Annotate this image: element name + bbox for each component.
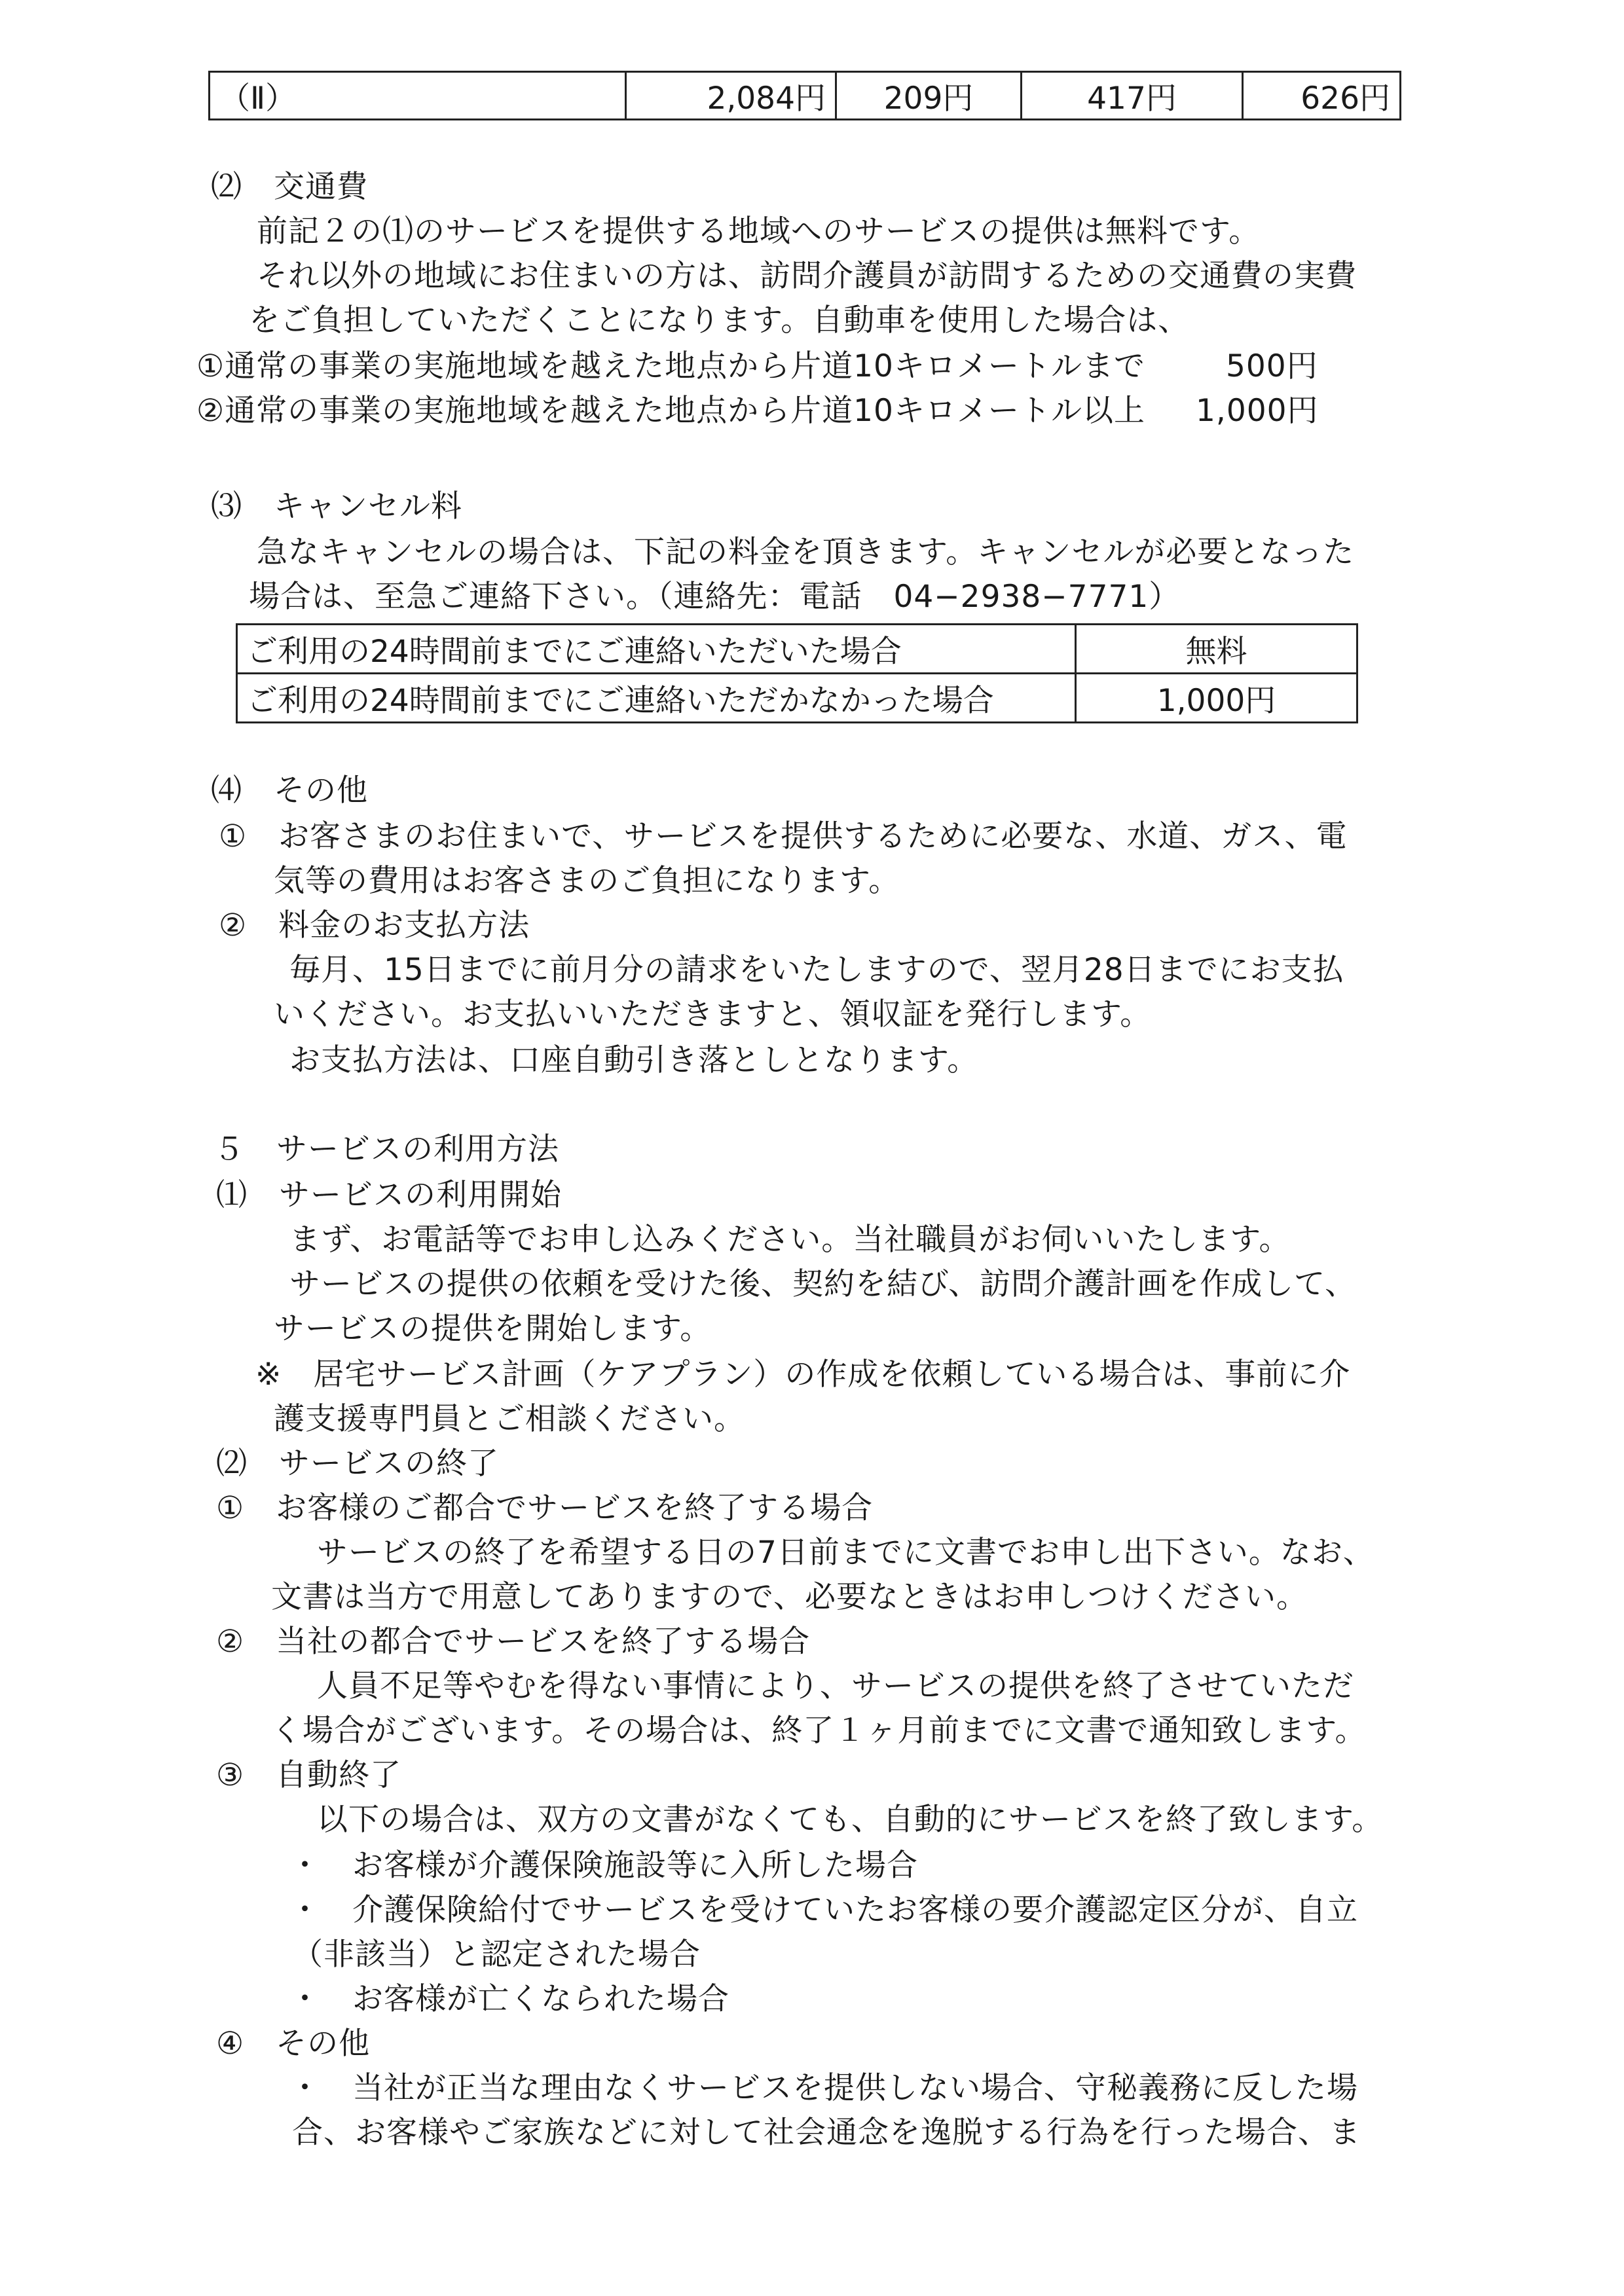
section5-line: サービスの提供の依頼を受けた後、契約を結び、訪問介護計画を作成して、 xyxy=(289,1266,1357,1302)
section5-line: 以下の場合は、双方の文書がなくても、自動的にサービスを終了致します。 xyxy=(317,1802,1384,1838)
fee-share-2-cell: 417円 xyxy=(1022,72,1243,120)
section5-line: ② 当社の都合でサービスを終了する場合 xyxy=(216,1624,811,1660)
section5-line: ・ 介護保険給付でサービスを受けていたお客様の要介護認定区分が、自立 xyxy=(289,1892,1358,1928)
table-row xyxy=(237,674,1357,723)
transport-heading: ⑵ 交通費 xyxy=(211,169,368,205)
fee-share-3-cell: 626円 xyxy=(1243,72,1401,120)
other-line: お支払方法は、口座自動引き落としとなります。 xyxy=(289,1042,979,1078)
other-line: 毎月、15日までに前月分の請求をいたしますので、翌月28日までにお支払 xyxy=(289,952,1344,988)
section5-line: サービスの提供を開始します。 xyxy=(274,1311,712,1347)
cancel-heading: ⑶ キャンセル料 xyxy=(211,488,462,524)
transport-line: ②通常の事業の実施地域を越えた地点から片道10キロメートル以上 xyxy=(196,393,1145,429)
transport-line: をご負担していただくことになります。自動車を使用した場合は、 xyxy=(249,302,1190,338)
transport-price: 1,000円 xyxy=(1196,393,1319,429)
section5-line: ※ 居宅サービス計画（ケアプラン）の作成を依頼している場合は、事前に介 xyxy=(255,1357,1351,1393)
cancel-fee-cell: 1,000円 xyxy=(1076,674,1357,723)
transport-line: ①通常の事業の実施地域を越えた地点から片道10キロメートルまで xyxy=(196,348,1145,384)
section5-line: 文書は当方で用意してありますので、必要なときはお申しつけください。 xyxy=(271,1579,1308,1615)
section5-line: ⑴ サービスの利用開始 xyxy=(216,1177,562,1213)
other-line: ② 料金のお支払方法 xyxy=(219,907,530,943)
section5-line: サービスの終了を希望する日の7日前までに文書でお申し出下さい。なお、 xyxy=(317,1535,1375,1571)
transport-price: 500円 xyxy=(1226,348,1318,384)
section5-line: ・ お客様が介護保険施設等に入所した場合 xyxy=(289,1848,918,1884)
fee-total-cell: 2,084円 xyxy=(626,72,836,120)
transport-line: それ以外の地域にお住まいの方は、訪問介護員が訪問するための交通費の実費 xyxy=(257,258,1357,294)
section5-line: ① お客様のご都合でサービスを終了する場合 xyxy=(216,1490,874,1526)
section5-line: ④ その他 xyxy=(216,2026,371,2062)
fee-table xyxy=(208,71,1401,120)
cancel-fee-table xyxy=(236,623,1358,723)
table-row xyxy=(210,72,1401,120)
section5-line: （非該当）と認定された場合 xyxy=(292,1937,701,1973)
section5-line: ・ 当社が正当な理由なくサービスを提供しない場合、守秘義務に反した場 xyxy=(289,2070,1358,2106)
section5-line: ⑵ サービスの終了 xyxy=(216,1446,499,1482)
table-row xyxy=(237,625,1357,674)
fee-share-1-cell: 209円 xyxy=(836,72,1022,120)
section5-line: 護支援専門員とご相談ください。 xyxy=(274,1401,745,1437)
section5-line: 人員不足等やむを得ない事情により、サービスの提供を終了させていただ xyxy=(317,1668,1354,1704)
cancel-condition-cell: ご利用の24時間前までにご連絡いただいた場合 xyxy=(237,625,1076,674)
cancel-line: 急なキャンセルの場合は、下記の料金を頂きます。キャンセルが必要となった xyxy=(257,534,1355,570)
cancel-line: 場合は、至急ご連絡下さい。（連絡先：電話 04−2938−7771） xyxy=(249,579,1181,615)
other-line: いください。お支払いいただきますと、領収証を発行します。 xyxy=(274,996,1152,1032)
section5-line: く場合がございます。その場合は、終了１ヶ月前までに文書で通知致します。 xyxy=(271,1713,1367,1749)
section5-line: ・ お客様が亡くなられた場合 xyxy=(289,1981,729,2017)
section5-heading: ５ サービスの利用方法 xyxy=(213,1131,559,1167)
section5-line: ③ 自動終了 xyxy=(216,1757,402,1793)
section5-line: 合、お客様やご家族などに対して社会通念を逸脱する行為を行った場合、ま xyxy=(292,2115,1361,2151)
fee-category-cell: （Ⅱ） xyxy=(210,72,626,120)
transport-line: 前記２の⑴のサービスを提供する地域へのサービスの提供は無料です。 xyxy=(257,213,1261,249)
cancel-condition-cell: ご利用の24時間前までにご連絡いただかなかった場合 xyxy=(237,674,1076,723)
other-line: ① お客さまのお住まいで、サービスを提供するために必要な、水道、ガス、電 xyxy=(219,818,1348,854)
cancel-fee-cell: 無料 xyxy=(1076,625,1357,674)
section5-line: まず、お電話等でお申し込みください。当社職員がお伺いいたします。 xyxy=(289,1222,1291,1258)
other-heading: ⑷ その他 xyxy=(211,773,368,809)
other-line: 気等の費用はお客さまのご負担になります。 xyxy=(274,863,900,899)
